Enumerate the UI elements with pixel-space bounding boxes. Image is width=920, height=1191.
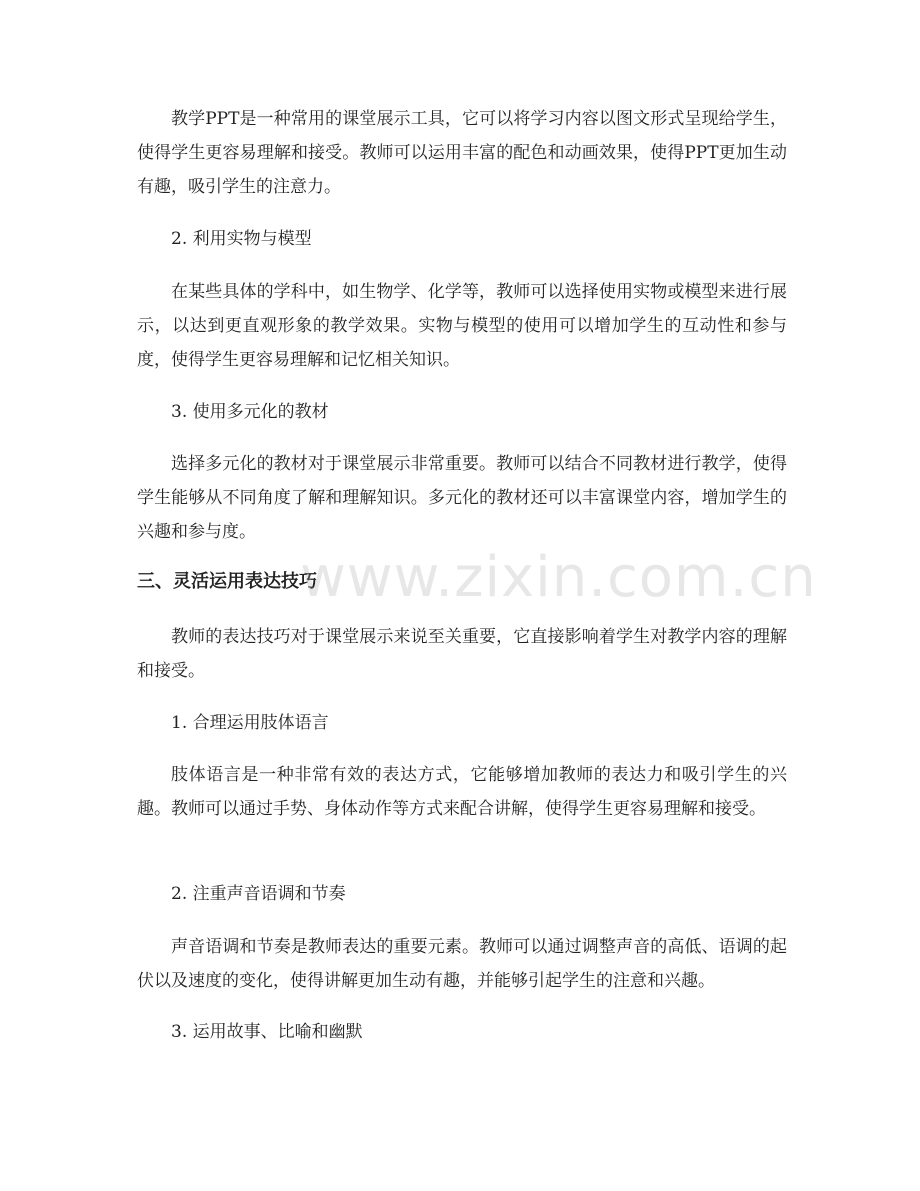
paragraph-voice-tone: 声音语调和节奏是教师表达的重要元素。教师可以通过调整声音的高低、语调的起伏以及速度的变化，使得讲解更加生动有趣，并能够引起学生的注意和兴趣。 <box>137 937 787 991</box>
paragraph-expression-intro: 教师的表达技巧对于课堂展示来说至关重要，它直接影响着学生对教学内容的理解和接受。 <box>137 627 787 681</box>
paragraph-ppt: 教学PPT是一种常用的课堂展示工具，它可以将学习内容以图文形式呈现给学生，使得学生更容易理解和接受。教师可以运用丰富的配色和动画效果，使得PPT更加生动有趣，吸引学生的注意力。 <box>137 109 787 197</box>
list-item-voice-tone: 2. 注重声音语调和节奏 <box>171 884 346 904</box>
paragraph-diverse-materials: 选择多元化的教材对于课堂展示非常重要。教师可以结合不同教材进行教学，使得学生能够从不同角度了解和理解知识。多元化的教材还可以丰富课堂内容，增加学生的兴趣和参与度。 <box>137 454 787 542</box>
list-item-stories-humor: 3. 运用故事、比喻和幽默 <box>171 1022 363 1042</box>
watermark: www.zixin.com.cn <box>300 545 817 610</box>
list-item-body-language: 1. 合理运用肢体语言 <box>171 713 329 733</box>
list-item-objects-models: 2. 利用实物与模型 <box>171 229 312 249</box>
paragraph-body-language: 肢体语言是一种非常有效的表达方式，它能够增加教师的表达力和吸引学生的兴趣。教师可以通过手势、身体动作等方式来配合讲解，使得学生更容易理解和接受。 <box>137 765 787 819</box>
list-item-diverse-materials: 3. 使用多元化的教材 <box>171 402 329 422</box>
paragraph-objects-models: 在某些具体的学科中，如生物学、化学等，教师可以选择使用实物或模型来进行展示，以达到更直观形象的教学效果。实物与模型的使用可以增加学生的互动性和参与度，使得学生更容易理解和记忆相关知识。 <box>137 282 787 370</box>
section-heading-expression: 三、灵活运用表达技巧 <box>137 571 317 592</box>
